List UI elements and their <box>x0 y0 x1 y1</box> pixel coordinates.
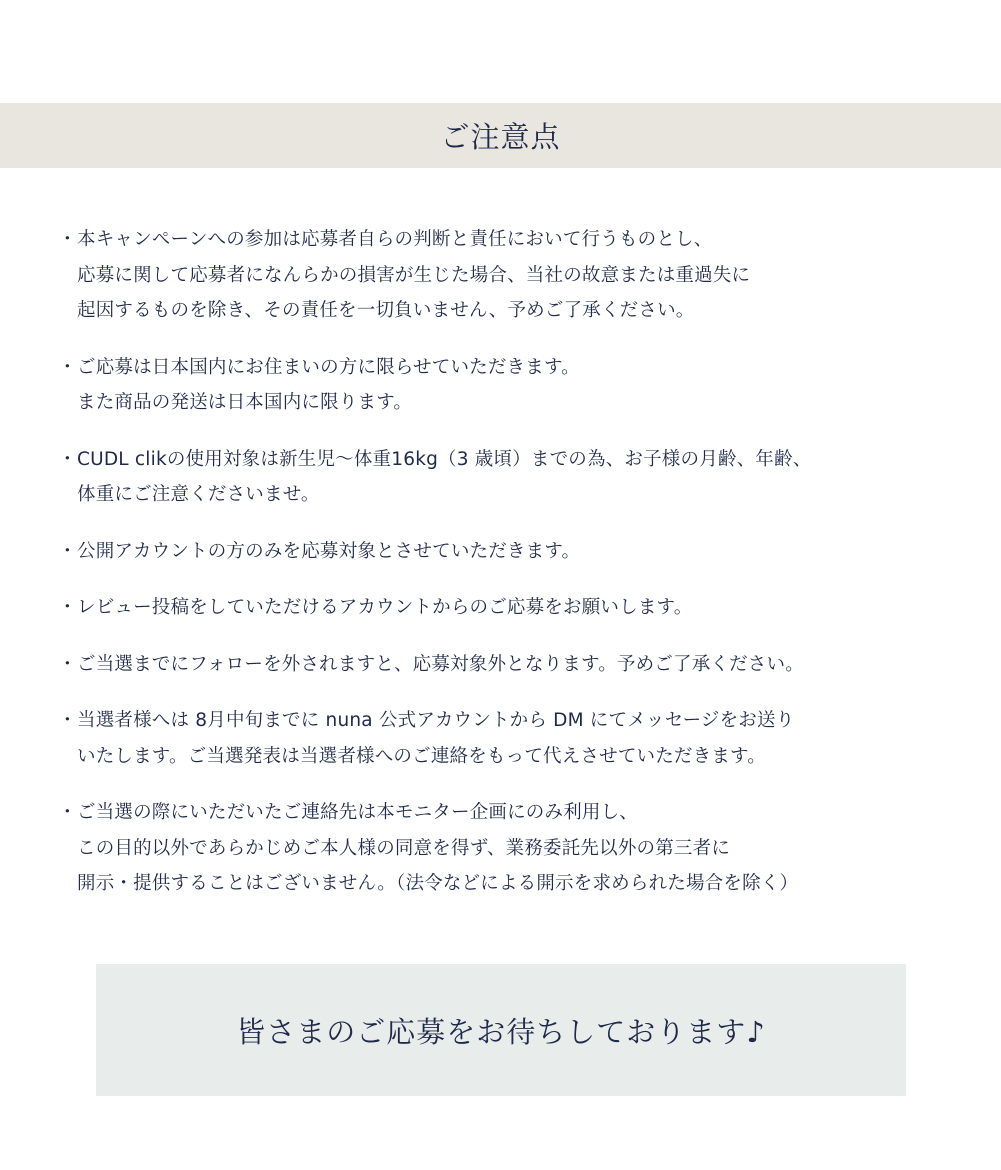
note-line: ご応募は日本国内にお住まいの方に限らせていただきます。 <box>77 356 580 378</box>
bullet-mark: ・ <box>58 597 77 618</box>
note-item <box>58 703 928 774</box>
note-line: レビュー投稿をしていただけるアカウントからのご応募をお願いします。 <box>77 597 693 618</box>
closing-message-box <box>96 964 906 1096</box>
note-line: CUDL clikの使用対象は新生児～体重16kg（3 歳頃）までの為、お子様の月齢、年齢、 <box>77 448 812 470</box>
page-title: ご注意点 <box>440 120 561 154</box>
note-line: 公開アカウントの方のみを応募対象とさせていただきます。 <box>77 540 581 562</box>
note-line: 開示・提供することはございません。（法令などによる開示を求められた場合を除く） <box>77 873 799 894</box>
note-line: ご当選までにフォローを外されますと、応募対象外となります。予めご了承ください。 <box>77 653 804 675</box>
note-line: いたします。ご当選発表は当選者様へのご連絡をもって代えさせていただきます。 <box>77 745 766 767</box>
note-item <box>58 222 928 329</box>
note-line: この目的以外であらかじめご本人様の同意を得ず、業務委託先以外の第三者に <box>77 837 731 859</box>
note-line: また商品の発送は日本国内に限ります。 <box>77 392 413 413</box>
note-item <box>58 534 928 570</box>
note-line: 起因するものを除き、その責任を一切負いません、予めご了承ください。 <box>77 300 695 321</box>
note-line: 当選者様へは 8月中旬までに nuna 公式アカウントから DM にてメッセージをお送り <box>77 710 795 731</box>
bullet-mark: ・ <box>58 229 77 250</box>
notes-list <box>58 222 928 923</box>
note-line: 体重にご注意くださいませ。 <box>77 484 320 505</box>
note-item <box>58 795 928 902</box>
note-line: ご当選の際にいただいたご連絡先は本モニター企画にのみ利用し、 <box>77 802 639 823</box>
note-item <box>58 590 928 626</box>
note-item <box>58 442 928 513</box>
bullet-mark: ・ <box>58 802 77 823</box>
closing-message: 皆さまのご応募をお待ちしております♪ <box>236 1014 766 1049</box>
header-band <box>0 103 1001 168</box>
note-line: 本キャンペーンへの参加は応募者自らの判断と責任において行うものとし、 <box>77 229 713 250</box>
bullet-mark: ・ <box>58 653 77 675</box>
note-item <box>58 647 928 683</box>
bullet-mark: ・ <box>58 540 77 562</box>
bullet-mark: ・ <box>58 710 77 731</box>
bullet-mark: ・ <box>58 448 77 470</box>
note-item <box>58 350 928 421</box>
note-line: 応募に関して応募者になんらかの損害が生じた場合、当社の故意または重過失に <box>77 264 751 286</box>
bullet-mark: ・ <box>58 356 77 378</box>
